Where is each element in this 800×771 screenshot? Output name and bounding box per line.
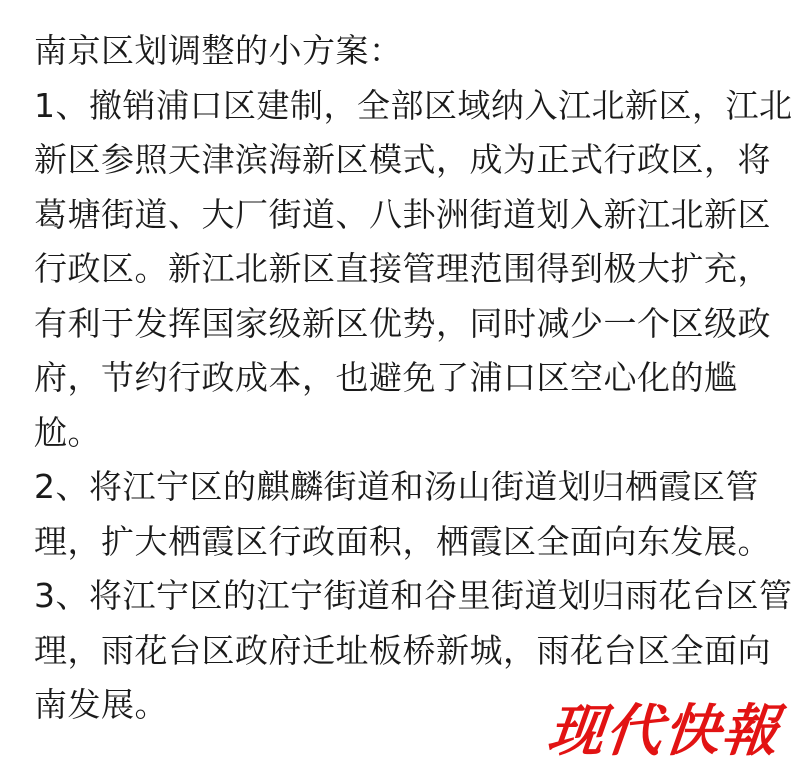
doc-text-line: 新区参照天津滨海新区模式，成为正式行政区，将 (34, 140, 771, 179)
doc-text-line: 3、将江宁区的江宁街道和谷里街道划归雨花台区管 (34, 576, 793, 615)
doc-text-line: 南发展。 (34, 685, 168, 724)
doc-text-line: 1、撤销浦口区建制，全部区域纳入江北新区，江北 (34, 85, 793, 125)
doc-title-line: 南京区划调整的小方案： (34, 31, 403, 70)
doc-text-line: 行政区。新江北新区直接管理范围得到极大扩充， (34, 249, 771, 288)
doc-text-line: 理，雨花台区政府迁址板桥新城，雨花台区全面向 (34, 630, 771, 670)
doc-text-line: 府，节约行政成本，也避免了浦口区空心化的尴 (34, 358, 738, 397)
doc-text-line: 2、将江宁区的麒麟街道和汤山街道划归栖霞区管 (34, 467, 759, 506)
publisher-watermark: 现代快報 (544, 698, 784, 764)
doc-text-line: 尬。 (34, 412, 101, 452)
doc-text-line: 有利于发挥国家级新区优势，同时减少一个区级政 (34, 303, 771, 343)
document-body (34, 24, 793, 733)
doc-text-line: 理，扩大栖霞区行政面积，栖霞区全面向东发展。 (34, 521, 771, 561)
doc-text-line: 葛塘街道、大厂街道、八卦洲街道划入新江北新区 (34, 194, 771, 234)
